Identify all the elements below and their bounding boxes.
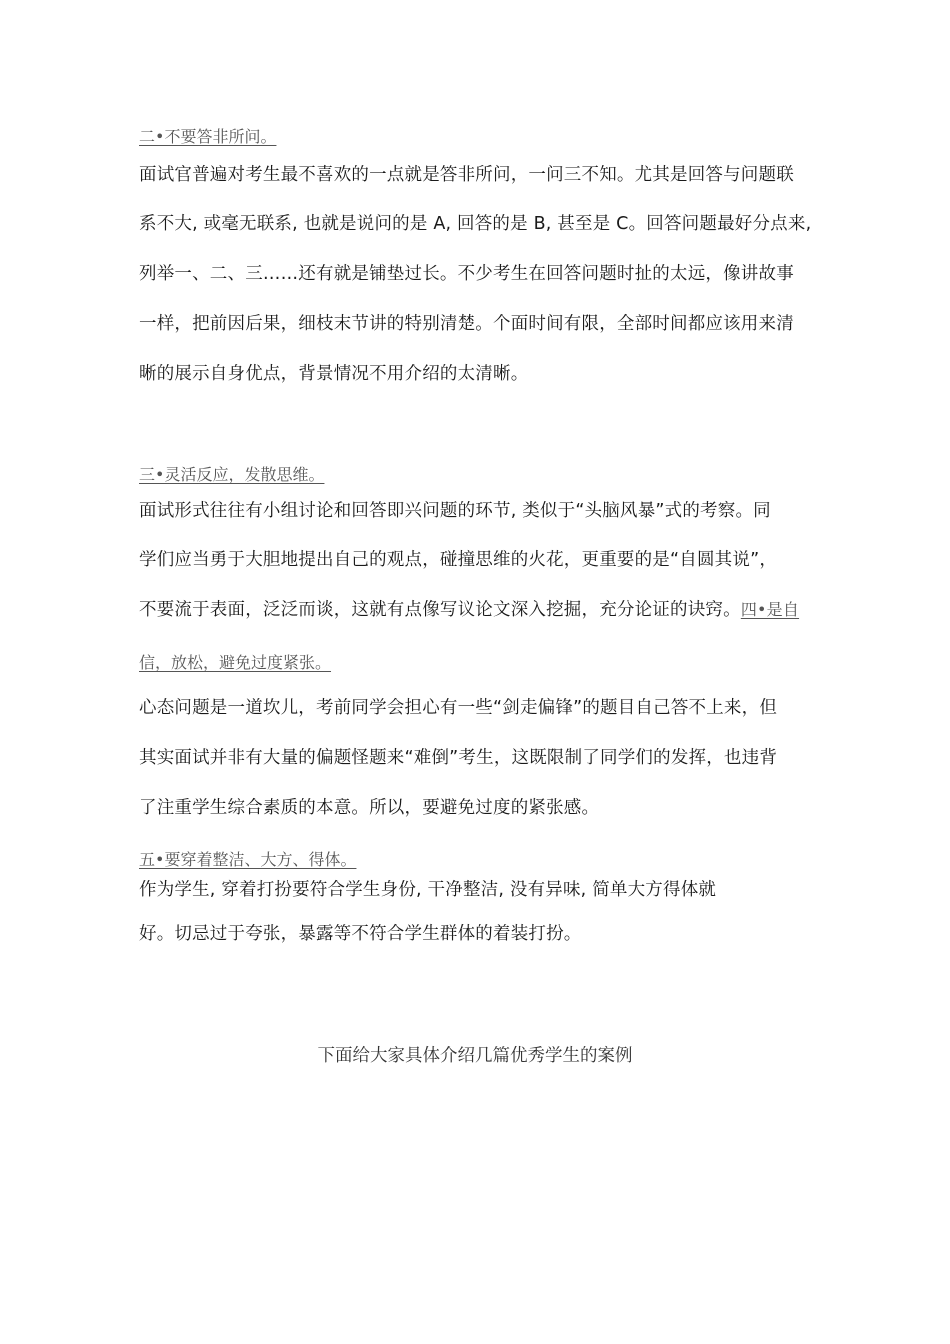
section-5-line-2: 好。切忌过于夸张，暴露等不符合学生群体的着装打扮。 — [139, 924, 582, 944]
section-4-line-2: 其实面试并非有大量的偏题怪题来“难倒”考生，这既限制了同学们的发挥，也违背 — [139, 748, 778, 768]
section-2-line-5: 晰的展示自身优点，背景情况不用介绍的太清晰。 — [139, 364, 529, 384]
section-heading-3: 三•灵活反应，发散思维。 — [139, 465, 325, 484]
section-2-line-1: 面试官普遍对考生最不喜欢的一点就是答非所问，一问三不知。尤其是回答与问题联 — [139, 165, 794, 185]
section-4-line-1: 心态问题是一道坎儿，考前同学会担心有一些“剑走偏锋”的题目自己答不上来，但 — [139, 698, 778, 718]
section-2-line-2: 系不大, 或毫无联系, 也就是说问的是 A, 回答的是 B, 甚至是 C。回答问题最好分点来, — [139, 214, 812, 234]
section-heading-5: 五•要穿着整洁、大方、得体。 — [139, 850, 357, 869]
section-3-line-2: 学们应当勇于大胆地提出自己的观点，碰撞思维的火花，更重要的是“自圆其说”， — [139, 550, 778, 570]
section-4-line-3: 了注重学生综合素质的本意。所以，要避免过度的紧张感。 — [139, 798, 600, 818]
section-5-line-1: 作为学生, 穿着打扮要符合学生身份, 干净整洁, 没有异味, 简单大方得体就 — [139, 880, 717, 900]
section-2-line-3: 列举一、二、三……还有就是铺垫过长。不少考生在回答问题时扯的太远，像讲故事 — [139, 264, 794, 284]
section-3-line-3-text: 不要流于表面，泛泛而谈，这就有点像写议论文深入挖掘，充分论证的诀窍。 — [139, 600, 741, 620]
section-heading-4-start: 四•是自 — [740, 600, 800, 619]
cases-intro-note: 下面给大家具体介绍几篇优秀学生的案例 — [317, 1046, 633, 1066]
section-3-line-1: 面试形式往往有小组讨论和回答即兴问题的环节, 类似于“头脑风暴”式的考察。同 — [139, 501, 771, 521]
section-3-line-3 — [139, 598, 814, 622]
section-heading-2: 二•不要答非所问。 — [139, 127, 277, 146]
section-heading-4-end: 信，放松，避免过度紧张。 — [139, 653, 332, 672]
section-2-line-4: 一样，把前因后果，细枝末节讲的特别清楚。个面时间有限，全部时间都应该用来清 — [139, 314, 794, 334]
